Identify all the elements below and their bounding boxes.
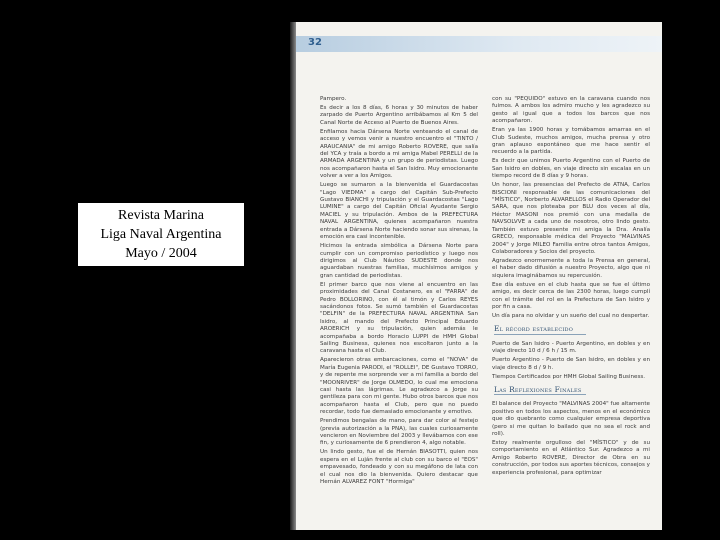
paragraph: Un honor, las presencias del Prefecto de ATNA, Carlos BISCIONI responsable de las comunicaciones del "MÍSTICO", Norberto ALVARELLOS el Radio Operador del SARA, que nos ploteaba por BLU dos veces al día, Héctor MASONI nos premió con una medalla de NAVSOLVVE a cada uno de nosotros, otro lindo gesto. También estuvo presente mi amiga la Dra. Analía GRECO, responsable médica del Proyecto "MALVINAS 2004" y Jorge MILEO Familia entre otros tantos Amigos, Colaboradores y Socios del proyecto. <box>492 182 650 255</box>
section-heading-record: El récord establecido <box>494 325 586 334</box>
paragraph: Es decir a los 8 días, 6 horas y 30 minutos de haber zarpado de Puerto Argentino arribábamos al Km 5 del Canal Norte de Acceso al Puerto de Buenos Aires. <box>320 105 478 126</box>
right-column <box>492 96 650 526</box>
section-heading-reflexiones: Las Reflexiones Finales <box>494 386 586 395</box>
paragraph: El primer barco que nos viene al encuentro en las proximidades del Canal Costanero, es el "FARRA" de Pedro BOLLORINO, con él al timón y Carlos REYES sacándonos fotos. Se sumó también el Guardacostas "DELFIN" de la PREFECTURA NAVAL ARGENTINA San Isidro, al mando del Prefecto Principal Eduardo AROERICH y su tripulación, quien además le acompañaba a bordo Horacio LUPPI de HMH Global Sailing Business, quienes nos escoltaron junto a la caravana hasta el Club. <box>320 281 478 355</box>
paragraph: Un día para no olvidar y un sueño del cual no despertar. <box>492 312 650 319</box>
paragraph: Ese día estuve en el club hasta que se fue el último amigo, es decir cerca de las 2300 horas, luego cumplí con el trámite del rol en la Prefectura de San Isidro y por fin a casa. <box>492 281 650 310</box>
magazine-page <box>296 22 662 530</box>
page-header-bar <box>296 36 662 52</box>
paragraph: El balance del Proyecto "MALVINAS 2004" fue altamente positivo en todos los aspectos, menos en el económico que dio quebranto como cualquier empresa deportiva (pero si me quitan lo bailado que no sea el rock and roll). <box>492 401 650 437</box>
record-item: Tiempos Certificados por HMH Global Sailing Business. <box>492 373 646 380</box>
caption-publisher: Liga Naval Argentina <box>100 227 222 242</box>
paragraph: Aparecieron otras embarcaciones, como el "NOVA" de María Eugenia PARODI, el "ROLLEI", DE Gustavo TORRO, y de repente me sorprende ver a mi familia a bordo del "MOONRIVER" de Jorge OLMEDO, lo cual me emociona casi hasta las lágrimas. Le agradezco a Jorge su gentileza para con mi gente. Hubo otros barcos que nos acompañaron hasta el Club, pero que no puedo recordar, todo fue demasiado emocionante y emotivo. <box>320 357 478 416</box>
paragraph: Eran ya las 1900 horas y tomábamos amarras en el Club Sudeste, muchos amigos, mucha prensa y otro gran aplauso espontáneo que me hace sentir el recuerdo a la partida. <box>492 127 650 156</box>
caption-title: Revista Marina <box>118 208 204 223</box>
paragraph: Enfilamos hacia Dársena Norte venteando el canal de acceso y vemos venir a nuestro encuentro el "TINTO / ARAUCANIA" de mi amigo Roberto ROVERE, que salía del YCA y traía a bordo a mi amiga Mabel PERELLI de la ARMADA ARGENTINA y un grupo de periodistas. Luego nos acompañaron hasta el San Isidro. Muy emocionante volver a ver a los Amigos. <box>320 128 478 180</box>
paragraph: Un lindo gesto, fue el de Hernán BIASOTTI, quien nos espera en el Luján frente al club con su barco el "EOS" empavesado, fondeado y con su megáfono de lata con el cual nos dio la bienvenida. Quiero destacar que Hernán ALVAREZ FONT "Hormiga" <box>320 449 478 486</box>
paragraph: Estoy realmente orgulloso del "MÍSTICO" y de su comportamiento en el Atlántico Sur. Agradezco a mi Amigo Roberto ROVERE, Director de Obra en su construcción, por todos sus aportes técnicos, consejos y experiencia profesional, para optimizar <box>492 440 650 476</box>
record-item: Puerto Argentino - Puerto de San Isidro, en dobles y en viaje directo 8 d / 9 h. <box>492 357 650 371</box>
paragraph: Es decir que unimos Puerto Argentino con el Puerto de San Isidro en dobles, en viaje directo sin escalas en un tiempo record de 8 días y 9 horas. <box>492 158 650 180</box>
paragraph: con su "PEQUIDO" estuvo en la caravana cuando nos fuimos. A ambos los admiro mucho y les agradezco su gesto al igual que a todos los barcos que nos acompañaron. <box>492 96 650 125</box>
caption-date: Mayo / 2004 <box>125 246 197 261</box>
page-number: 32 <box>308 37 322 48</box>
caption-box <box>78 203 244 266</box>
paragraph: Prendimos bengalas de mano, para dar color al festejo (previa autorización a la PNA), las cuales curiosamente vencieron en Noviembre del 2003 y llevábamos con ese fin, y curiosamente de 6 prendieron 4, algo notable. <box>320 418 478 447</box>
left-column <box>320 96 478 524</box>
paragraph: Pampero. <box>320 96 347 102</box>
paragraph: Hicimos la entrada simbólica a Dársena Norte para cumplir con un compromiso periodístico y luego nos dirigimos al Club Náutico SUDESTE donde nos aguardaban nuestras familias, muchísimos amigos y gran cantidad de periodistas. <box>320 243 478 279</box>
paragraph: Luego se sumaron a la bienvenida el Guardacostas "Lago VIEDMA" a cargo del Capitán Sub-Prefecto Gustavo BIANCHI y tripulación y el Guardacostas "Lago LUMINE" a cargo del Capitán Oficial Ayudante Sergio MACIEL y su tripulación. Ambos de la PREFECTURA NAVAL ARGENTINA, quienes acompañaron nuestra entrada a Dársena Norte haciendo sonar sus sirenas, la emoción era casi incontenible. <box>320 182 478 241</box>
record-item: Puerto de San Isidro - Puerto Argentino, en dobles y en viaje directo 10 d / 6 h / 15 m. <box>492 340 650 355</box>
paragraph: Agradezco enormemente a toda la Prensa en general, el haber dado difusión a nuestro Proyecto, algo que ni siquiera imaginábamos su repercusión. <box>492 257 650 279</box>
